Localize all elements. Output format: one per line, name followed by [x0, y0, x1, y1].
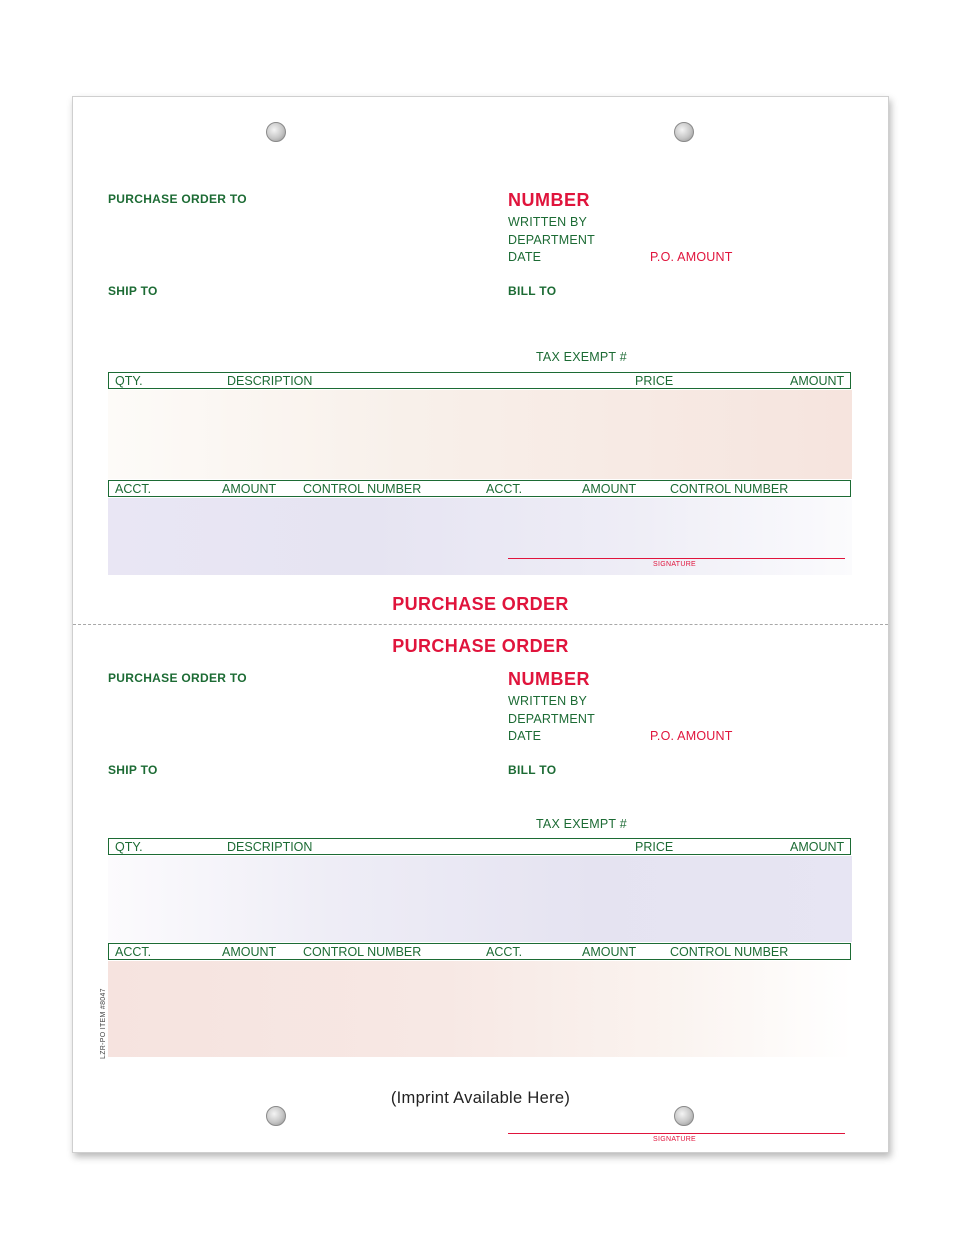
acct-column-header: ACCT. — [115, 945, 152, 959]
purchase-order-title: PURCHASE ORDER — [392, 636, 569, 656]
accounting-header — [108, 943, 851, 960]
purchase-order-title: PURCHASE ORDER — [392, 594, 569, 614]
amount-column-header: AMOUNT — [222, 945, 277, 959]
accounting-area — [108, 498, 852, 575]
top-form — [73, 97, 888, 624]
acct-column-header: ACCT. — [115, 482, 152, 496]
accounting-header — [108, 480, 851, 497]
date-label: DATE — [508, 250, 542, 264]
line-items-area — [108, 390, 852, 479]
control-number-column-header: CONTROL NUMBER — [670, 482, 789, 496]
department-label: DEPARTMENT — [508, 233, 595, 247]
description-column-header: DESCRIPTION — [227, 374, 313, 388]
description-column-header: DESCRIPTION — [227, 840, 313, 854]
written-by-label: WRITTEN BY — [508, 215, 588, 229]
amount-column-header: AMOUNT — [582, 945, 637, 959]
amount-column-header: AMOUNT — [790, 840, 845, 854]
price-column-header: PRICE — [635, 840, 674, 854]
tax-exempt-label: TAX EXEMPT # — [536, 350, 627, 364]
purchase-order-sheet — [72, 96, 889, 1153]
department-label: DEPARTMENT — [508, 712, 595, 726]
tax-exempt-label: TAX EXEMPT # — [536, 817, 627, 831]
ship-to-label: SHIP TO — [108, 763, 158, 777]
amount-column-header: AMOUNT — [790, 374, 845, 388]
qty-column-header: QTY. — [115, 840, 143, 854]
control-number-column-header: CONTROL NUMBER — [303, 945, 422, 959]
po-amount-label: P.O. AMOUNT — [650, 250, 733, 264]
purchase-order-to-label: PURCHASE ORDER TO — [108, 192, 247, 206]
form-item-code: LZR-PO ITEM #8047 — [100, 988, 107, 1059]
date-label: DATE — [508, 729, 542, 743]
control-number-column-header: CONTROL NUMBER — [670, 945, 789, 959]
written-by-label: WRITTEN BY — [508, 694, 588, 708]
bill-to-label: BILL TO — [508, 284, 557, 298]
bill-to-label: BILL TO — [508, 763, 557, 777]
ship-to-label: SHIP TO — [108, 284, 158, 298]
price-column-header: PRICE — [635, 374, 674, 388]
control-number-column-header: CONTROL NUMBER — [303, 482, 422, 496]
line-items-header — [108, 838, 851, 855]
number-label: NUMBER — [508, 669, 590, 689]
signature-label: SIGNATURE — [653, 1136, 697, 1143]
amount-column-header: AMOUNT — [222, 482, 277, 496]
purchase-order-to-label: PURCHASE ORDER TO — [108, 671, 247, 685]
acct-column-header: ACCT. — [486, 945, 523, 959]
line-items-area — [108, 856, 852, 942]
signature-line — [508, 1133, 845, 1134]
amount-column-header: AMOUNT — [582, 482, 637, 496]
acct-column-header: ACCT. — [486, 482, 523, 496]
signature-line — [508, 558, 845, 559]
signature-label: SIGNATURE — [653, 561, 697, 568]
line-items-header — [108, 372, 851, 389]
imprint-note: (Imprint Available Here) — [390, 1089, 571, 1107]
bottom-form — [73, 625, 888, 1152]
number-label: NUMBER — [508, 190, 590, 210]
qty-column-header: QTY. — [115, 374, 143, 388]
po-amount-label: P.O. AMOUNT — [650, 729, 733, 743]
accounting-area — [108, 961, 852, 1057]
